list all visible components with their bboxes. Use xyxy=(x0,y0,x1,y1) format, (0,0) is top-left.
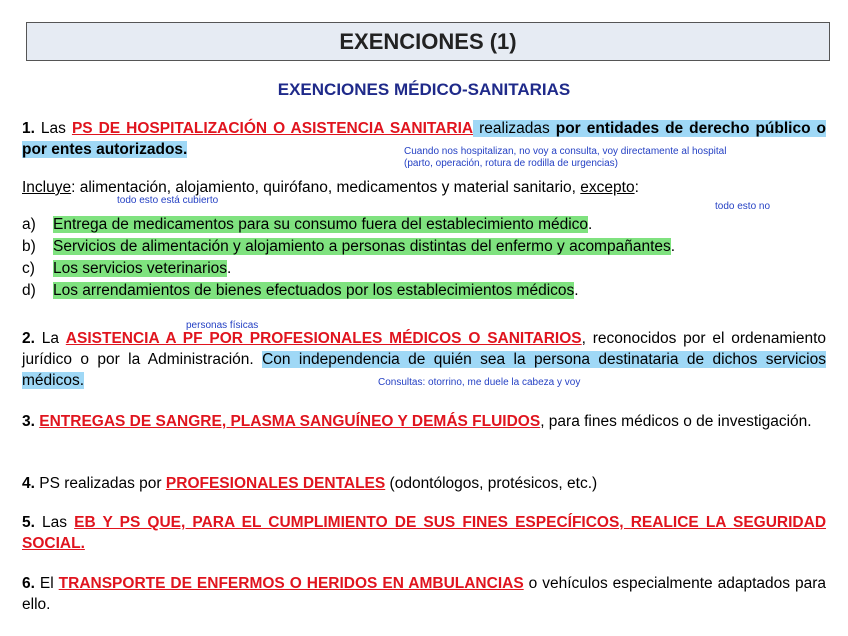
p2-rest: , reconocidos por el ordenamiento jurídico o por la Administración. xyxy=(22,330,826,368)
p4-pre: PS realizadas por xyxy=(34,475,166,492)
incluye-text: : alimentación, alojamiento, quirófano, medicamentos y material sanitario, xyxy=(71,179,581,196)
p3-highlight-red: ENTREGAS DE SANGRE, PLASMA SANGUÍNEO Y DEMÁS FLUIDOS xyxy=(39,413,541,430)
p2-note-end: Consultas: otorrino, me duele la cabeza y voy xyxy=(378,377,581,388)
p6-highlight-red: TRANSPORTE DE ENFERMOS O HERIDOS EN AMBULANCIAS xyxy=(58,575,524,592)
incluye-note-right: todo esto no xyxy=(715,201,771,212)
p5-number: 5. xyxy=(22,514,35,531)
list-item-text: Servicios de alimentación y alojamiento a personas distintas del enfermo y acompañantes xyxy=(53,238,671,255)
p3-rest: , para fines médicos o de investigación. xyxy=(540,413,812,430)
p2-pre: La xyxy=(34,330,66,347)
p5-highlight-red: EB Y PS QUE, PARA EL CUMPLIMIENTO DE SUS FINES ESPECÍFICOS, REALICE LA SEGURIDAD SOCIAL xyxy=(22,514,827,552)
list-item-label: c) xyxy=(22,260,35,277)
p1-bold: por entidades de derecho público o por entes autorizados. xyxy=(22,120,827,158)
p4-highlight-red: PROFESIONALES DENTALES xyxy=(165,475,386,492)
list-item-label: b) xyxy=(22,238,36,255)
paragraph-6 xyxy=(22,573,826,615)
list-item-text: Entrega de medicamentos para su consumo fuera del establecimiento médico xyxy=(53,216,589,233)
p5-pre: Las xyxy=(34,514,75,531)
p2-number: 2. xyxy=(22,330,35,347)
list-item xyxy=(22,236,826,258)
list-item-tail: . xyxy=(588,216,593,233)
p3-number: 3. xyxy=(22,413,35,430)
p5-tail: . xyxy=(80,535,85,552)
p4-number: 4. xyxy=(22,475,35,492)
incluye-note-left: todo esto está cubierto xyxy=(117,195,219,206)
p1-note-1: Cuando nos hospitalizan, no voy a consulta, voy directamente al hospital xyxy=(404,146,727,157)
p2-note-top: personas físicas xyxy=(186,320,259,331)
p6-number: 6. xyxy=(22,575,35,592)
p1-note-2: (parto, operación, rotura de rodilla de urgencias) xyxy=(404,158,619,169)
list-item xyxy=(22,258,826,280)
paragraph-4 xyxy=(22,473,826,494)
list-item-text: Los servicios veterinarios xyxy=(53,260,228,277)
p2-highlight-red: ASISTENCIA A PF POR PROFESIONALES MÉDICOS O SANITARIOS xyxy=(65,330,582,347)
list-item-tail: . xyxy=(574,282,579,299)
slide-title: EXENCIONES (1) xyxy=(26,22,830,61)
p1-mid: realizadas xyxy=(473,120,556,137)
list-item-tail: . xyxy=(227,260,232,277)
slide-subtitle: EXENCIONES MÉDICO-SANITARIAS xyxy=(277,80,571,99)
p6-rest: o vehículos especialmente adaptados para ello. xyxy=(22,575,826,613)
list-item xyxy=(22,280,826,302)
p1-number: 1. xyxy=(22,120,35,137)
paragraph-3 xyxy=(22,411,826,432)
list-item-label: a) xyxy=(22,216,36,233)
p2-highlight-blue: Con independencia de quién sea la persona destinataria de dichos servicios médicos. xyxy=(22,351,826,389)
p6-pre: El xyxy=(34,575,59,592)
list-item xyxy=(22,214,826,236)
incluye-colon: : xyxy=(634,179,639,196)
exceptions-list xyxy=(22,214,826,302)
list-item-label: d) xyxy=(22,282,36,299)
p1-pre: Las xyxy=(34,120,72,137)
p1-highlight-red: PS DE HOSPITALIZACIÓN O ASISTENCIA SANITARIA xyxy=(71,120,474,137)
p4-rest: (odontólogos, protésicos, etc.) xyxy=(385,475,598,492)
list-item-tail: . xyxy=(670,238,676,255)
list-item-text: Los arrendamientos de bienes efectuados por los establecimientos médicos xyxy=(53,282,575,299)
paragraph-5 xyxy=(22,512,826,554)
excepto-word: excepto xyxy=(580,179,635,196)
incluye-label: Incluye xyxy=(22,179,72,196)
